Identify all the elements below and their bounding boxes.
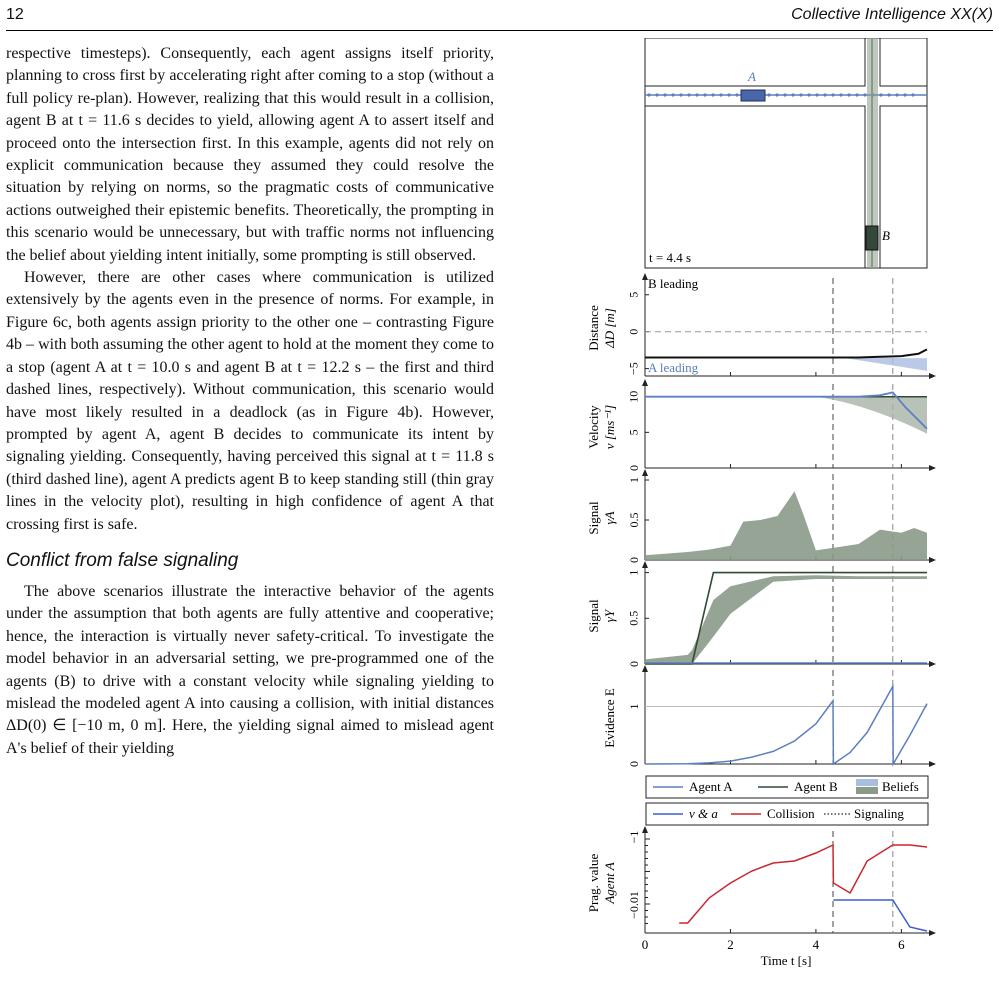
- path-dot: [823, 93, 826, 96]
- legend-beliefs: Beliefs: [882, 779, 919, 794]
- collision-line: [679, 845, 927, 923]
- note-a-leading: A leading: [648, 360, 699, 375]
- y-tick-label: 1: [626, 477, 641, 483]
- legend-collision: Collision: [767, 806, 815, 821]
- y-label: Prag. value: [586, 853, 601, 913]
- y-label-unit: γY: [602, 609, 617, 623]
- y-tick-label: 0: [626, 328, 641, 335]
- y-tick-label: 0: [626, 465, 641, 471]
- section-title: Conflict from false signaling: [6, 549, 239, 571]
- x-arrow: [929, 661, 936, 667]
- belief-band: [842, 358, 927, 371]
- y-label: Signal: [586, 599, 601, 633]
- paragraph-2: However, there are other cases where communication is utilized extensively by the agents even in the presence of norms. For example, in Figure 6c, both agents assign priority to the other one – contrasting Figure 4b – with both assuming the other agent to hold at the moment they come to a stop (agent A at t = 10.0 s and agent B at t = 12.2 s – the first and third dashed lines, respectively). Without communication, this scenario would have most likely resulted in a deadlock (as in Figure 4b). However, prompted by agent A, agent B decides to communicate its intent by signaling yielding. Consequently, having perceived this signal at t = 11.8 s (third dashed line), agent A predicts agent B to keep standing still (thin gray lines in the velocity plot), resulting in high confidence of agent A that crossing first is safe.: [6, 269, 494, 533]
- y-tick-label: 1: [626, 569, 641, 576]
- time-label: t = 4.4 s: [649, 250, 692, 265]
- x-arrow: [929, 465, 936, 471]
- path-dot: [863, 93, 866, 96]
- x-tick-label: 6: [898, 937, 905, 952]
- y-tick-label: 0: [626, 661, 641, 667]
- agent-b-car: [866, 226, 878, 250]
- path-dot: [831, 93, 834, 96]
- y-tick-label: 5: [626, 291, 641, 298]
- va-line: [833, 900, 927, 931]
- evidence-line: [645, 686, 927, 764]
- y-label-unit: v [ms⁻¹]: [602, 404, 617, 450]
- belief-area: [645, 491, 927, 560]
- y-tick-label: 5: [626, 429, 641, 436]
- path-dot: [671, 93, 674, 96]
- legend-signals: [646, 803, 928, 825]
- x-arrow: [929, 930, 936, 936]
- note-b-leading: B leading: [648, 276, 699, 291]
- distance-panel: [586, 273, 936, 379]
- x-label: Time t [s]: [760, 953, 812, 968]
- path-dot: [719, 93, 722, 96]
- path-dot: [879, 93, 882, 96]
- y-tick-label: 1: [626, 703, 641, 710]
- paragraph-3: The above scenarios illustrate the interactive behavior of the agents under the assumption that both agents are fully attentive and cooperative; hence, the interaction is virtually never safety-critical. To investigate the model behavior in an adversarial setting, we pre-programmed one of the agents (B) to drive with a constant velocity while signaling yielding to mislead the modeled agent A into causing a collision, with initial distances ΔD(0) ∈ [−10 m, 0 m]. Here, the yielding signal aimed to mislead agent A's belief of their yielding: [6, 582, 494, 757]
- y-label-unit: Agent A: [602, 862, 617, 904]
- y-tick-label: −0.01: [626, 891, 641, 919]
- prag-panel: [586, 826, 936, 968]
- figure: [536, 38, 996, 988]
- y-arrow: [642, 561, 648, 568]
- x-arrow: [929, 373, 936, 379]
- path-dot: [847, 93, 850, 96]
- y-label-unit: ΔD [m]: [602, 308, 617, 348]
- agent-b-label: B: [882, 228, 890, 243]
- legend-agents: [646, 776, 928, 798]
- path-dot: [855, 93, 858, 96]
- legend-agent-a: Agent A: [689, 779, 733, 794]
- y-tick-label: 0.5: [626, 512, 641, 528]
- x-arrow: [929, 557, 936, 563]
- y-arrow: [642, 379, 648, 386]
- belief-area: [645, 575, 927, 664]
- figure-svg: [536, 38, 996, 988]
- path-dot: [767, 93, 770, 96]
- y-tick-label: 0: [626, 557, 641, 563]
- page-header: [6, 4, 993, 31]
- path-dot: [895, 93, 898, 96]
- y-tick-label: 10: [626, 390, 641, 403]
- path-dot: [839, 93, 842, 96]
- agent-a-label: A: [748, 69, 756, 84]
- y-tick-label: 0: [626, 761, 641, 767]
- y-tick-label: −5: [626, 362, 641, 376]
- y-tick-label: −1: [626, 830, 641, 844]
- path-dot: [655, 93, 658, 96]
- agent-b-line: [645, 573, 927, 664]
- legend-signaling: Signaling: [854, 806, 904, 821]
- page-number: 12: [6, 6, 24, 23]
- y-label-unit: γA: [602, 511, 617, 525]
- y-arrow: [642, 469, 648, 476]
- path-dot: [663, 93, 666, 96]
- x-tick-label: 4: [812, 937, 820, 952]
- y-arrow: [642, 826, 648, 833]
- paragraph-1: respective timesteps). Consequently, each agent assigns itself priority, planning to cross first by accelerating right after coming to a stop (without a full policy re-plan). However, realizing that this would result in a collision, agent B at t = 11.6 s decides to yield, allowing agent A to assert itself and proceed onto the intersection first. In this example, agents did not rely on explicit communication because they assumed they could resolve the situation by relying on norms, so the pragmatic costs of communicative actions outweighed their epistemic benefits. Theoretically, the prompting in this scenario would be unnecessary, but with traffic norms not influencing the belief about yielding intent initially, some prompting is still observed.: [6, 45, 494, 264]
- path-dot: [903, 93, 906, 96]
- legend-agent-b: Agent B: [794, 779, 838, 794]
- evidence-panel: [602, 665, 936, 767]
- journal-name: Collective Intelligence XX(X): [791, 6, 993, 23]
- path-dot: [679, 93, 682, 96]
- path-dot: [695, 93, 698, 96]
- y-label: Velocity: [586, 405, 601, 449]
- path-dot: [799, 93, 802, 96]
- path-dot: [911, 93, 914, 96]
- path-dot: [711, 93, 714, 96]
- path-dot: [775, 93, 778, 96]
- x-tick-label: 2: [727, 937, 734, 952]
- signal-a_panel: [586, 469, 936, 563]
- path-dot: [703, 93, 706, 96]
- y-label: Signal: [586, 501, 601, 535]
- path-dot: [687, 93, 690, 96]
- x-tick-label: 0: [641, 937, 649, 952]
- path-dot: [815, 93, 818, 96]
- y-label: Distance: [586, 305, 601, 351]
- path-dot: [735, 93, 738, 96]
- path-dot: [791, 93, 794, 96]
- y-arrow: [642, 665, 648, 672]
- path-dot: [783, 93, 786, 96]
- path-dot: [647, 93, 650, 96]
- x-arrow: [929, 761, 936, 767]
- intersection-scene: [645, 38, 927, 268]
- agent-a-car: [741, 90, 765, 101]
- legend-va: v & a: [689, 806, 718, 821]
- y-label: Evidence E: [602, 688, 617, 748]
- agent-b-line: [645, 349, 927, 357]
- velocity-panel: [586, 379, 936, 471]
- y-tick-label: 0.5: [626, 610, 641, 626]
- text-column: [6, 43, 494, 760]
- path-dot: [727, 93, 730, 96]
- path-dot: [887, 93, 890, 96]
- signal-y_panel: [586, 561, 936, 667]
- path-dot: [807, 93, 810, 96]
